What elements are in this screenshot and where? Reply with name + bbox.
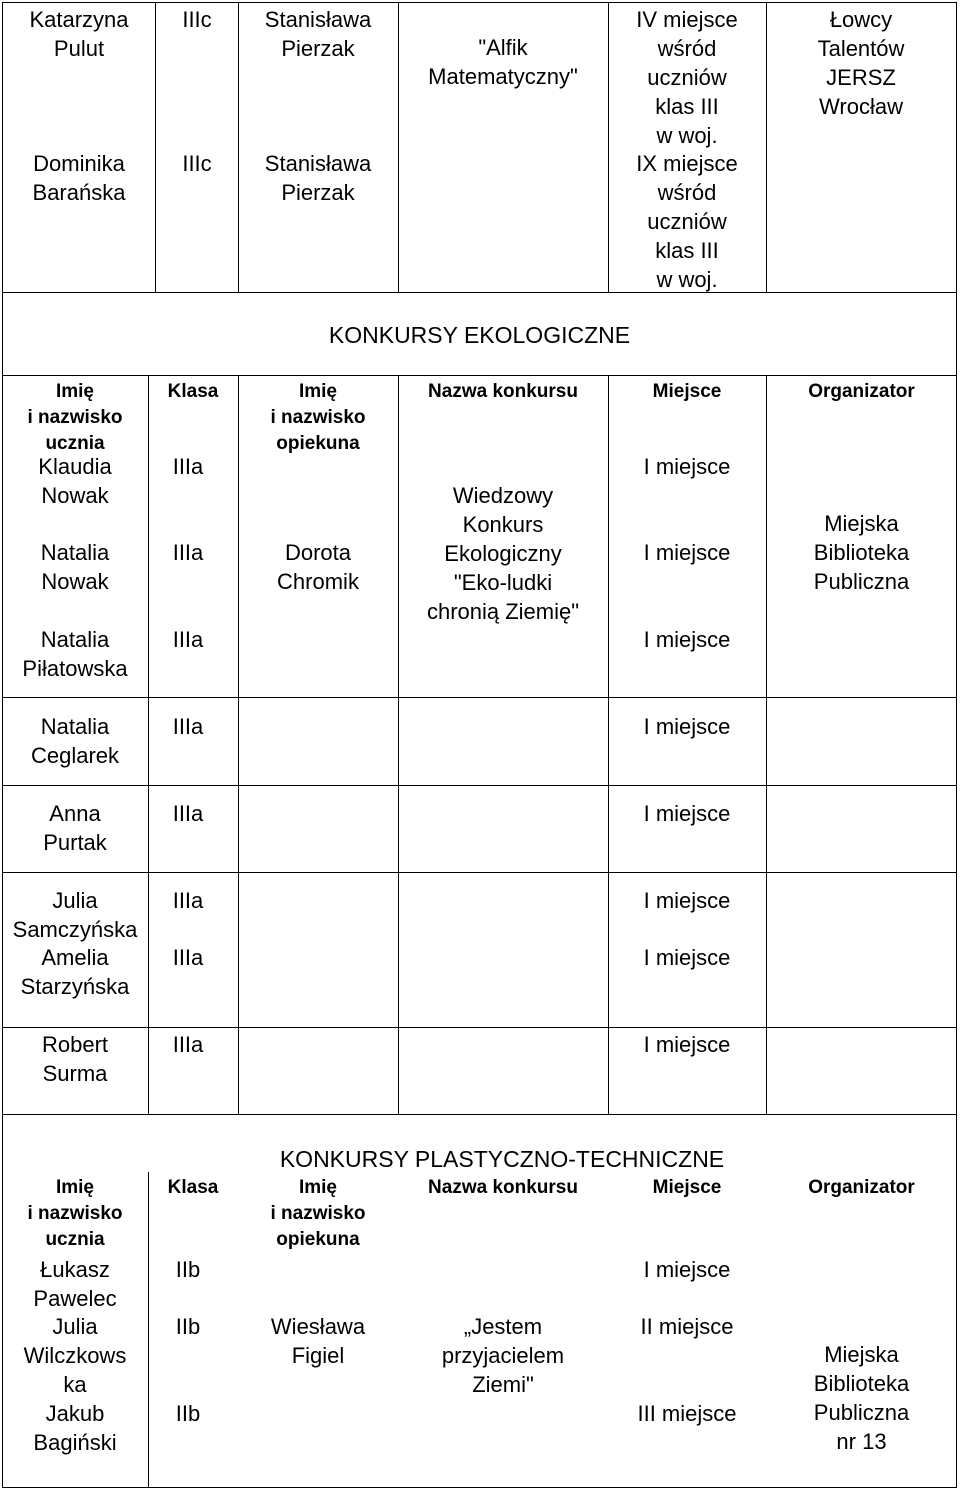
header-contest: Nazwa konkursu bbox=[428, 1177, 578, 1198]
column-divider bbox=[766, 375, 767, 1115]
header-contest: Nazwa konkursu bbox=[428, 381, 578, 402]
contest-name: Wiedzowy Konkurs Ekologiczny "Eko-ludki chronią Ziemię" bbox=[426, 483, 580, 624]
column-divider bbox=[608, 2, 609, 292]
section-divider bbox=[2, 375, 957, 376]
place: I miejsce bbox=[643, 801, 731, 826]
place: I miejsce bbox=[643, 454, 731, 479]
class-name: IIIc bbox=[182, 7, 212, 32]
place: I miejsce bbox=[643, 888, 731, 913]
teacher-name: Wiesława Figiel bbox=[270, 1314, 366, 1368]
column-divider bbox=[398, 2, 399, 292]
header-place: Miejsce bbox=[652, 1177, 722, 1198]
organizer: Łowcy Talentów JERSZ Wrocław bbox=[817, 7, 905, 119]
column-divider bbox=[766, 2, 767, 292]
class-name: IIb bbox=[175, 1314, 201, 1339]
contest-name: "Alfik Matematyczny" bbox=[428, 35, 578, 89]
place: IX miejsce wśród uczniów klas III w woj. bbox=[636, 151, 738, 292]
header-place: Miejsce bbox=[652, 381, 722, 402]
column-divider bbox=[155, 2, 156, 292]
student-name: Julia Wilczkows ka bbox=[23, 1314, 127, 1397]
teacher-name: Stanisława Pierzak bbox=[264, 151, 372, 205]
column-divider bbox=[238, 2, 239, 292]
class-name: IIIa bbox=[172, 801, 204, 826]
place: I miejsce bbox=[643, 714, 731, 739]
class-name: IIIa bbox=[172, 454, 204, 479]
class-name: IIIa bbox=[172, 1032, 204, 1057]
section-title-ecology: KONKURSY EKOLOGICZNE bbox=[328, 322, 631, 348]
table-row-divider bbox=[2, 872, 957, 873]
class-name: IIIa bbox=[172, 627, 204, 652]
student-name: Łukasz Pawelec bbox=[33, 1257, 117, 1311]
student-name: Robert Surma bbox=[41, 1032, 109, 1086]
header-student: Imię i nazwisko ucznia bbox=[27, 1177, 123, 1250]
student-name: Natalia Nowak bbox=[40, 540, 110, 594]
header-student: Imię i nazwisko ucznia bbox=[27, 381, 123, 454]
student-name: Dominika Barańska bbox=[32, 151, 126, 205]
header-teacher: Imię i nazwisko opiekuna bbox=[270, 1177, 366, 1250]
column-divider bbox=[238, 375, 239, 1115]
class-name: IIb bbox=[175, 1401, 201, 1426]
place: III miejsce bbox=[637, 1401, 737, 1426]
student-name: Julia Samczyńska bbox=[12, 888, 138, 942]
student-name: Anna Purtak bbox=[43, 801, 107, 855]
table-row-divider bbox=[2, 697, 957, 698]
contest-name: „Jestem przyjacielem Ziemi" bbox=[441, 1314, 565, 1397]
teacher-name: Stanisława Pierzak bbox=[264, 7, 372, 61]
place: IV miejsce wśród uczniów klas III w woj. bbox=[636, 7, 738, 148]
class-name: IIIc bbox=[182, 151, 212, 176]
table-row-divider bbox=[2, 1027, 957, 1028]
table-row-divider bbox=[2, 785, 957, 786]
student-name: Natalia Piłatowska bbox=[22, 627, 128, 681]
student-name: Katarzyna Pulut bbox=[29, 7, 129, 61]
place: I miejsce bbox=[643, 1257, 731, 1282]
place: I miejsce bbox=[643, 540, 731, 565]
header-organizer: Organizator bbox=[808, 1177, 915, 1198]
place: I miejsce bbox=[643, 627, 731, 652]
section-divider bbox=[2, 1114, 957, 1115]
student-name: Jakub Bagiński bbox=[33, 1401, 117, 1455]
class-name: IIIa bbox=[172, 540, 204, 565]
place: I miejsce bbox=[643, 945, 731, 970]
student-name: Klaudia Nowak bbox=[38, 454, 112, 508]
section-title-art: KONKURSY PLASTYCZNO-TECHNICZNE bbox=[279, 1146, 725, 1172]
place: II miejsce bbox=[640, 1314, 734, 1339]
class-name: IIIa bbox=[172, 888, 204, 913]
teacher-name: Dorota Chromik bbox=[277, 540, 359, 594]
class-name: IIb bbox=[175, 1257, 201, 1282]
organizer: Miejska Biblioteka Publiczna nr 13 bbox=[813, 1342, 910, 1454]
student-name: Natalia Ceglarek bbox=[30, 714, 120, 768]
class-name: IIIa bbox=[172, 945, 204, 970]
header-class: Klasa bbox=[167, 381, 219, 402]
place: I miejsce bbox=[643, 1032, 731, 1057]
class-name: IIIa bbox=[172, 714, 204, 739]
organizer: Miejska Biblioteka Publiczna bbox=[813, 511, 910, 594]
column-divider bbox=[148, 375, 149, 1115]
column-divider bbox=[398, 375, 399, 1115]
student-name: Amelia Starzyńska bbox=[20, 945, 130, 999]
header-class: Klasa bbox=[167, 1177, 219, 1198]
header-organizer: Organizator bbox=[808, 381, 915, 402]
table-row-divider bbox=[2, 292, 957, 293]
header-teacher: Imię i nazwisko opiekuna bbox=[270, 381, 366, 454]
column-divider bbox=[608, 375, 609, 1115]
